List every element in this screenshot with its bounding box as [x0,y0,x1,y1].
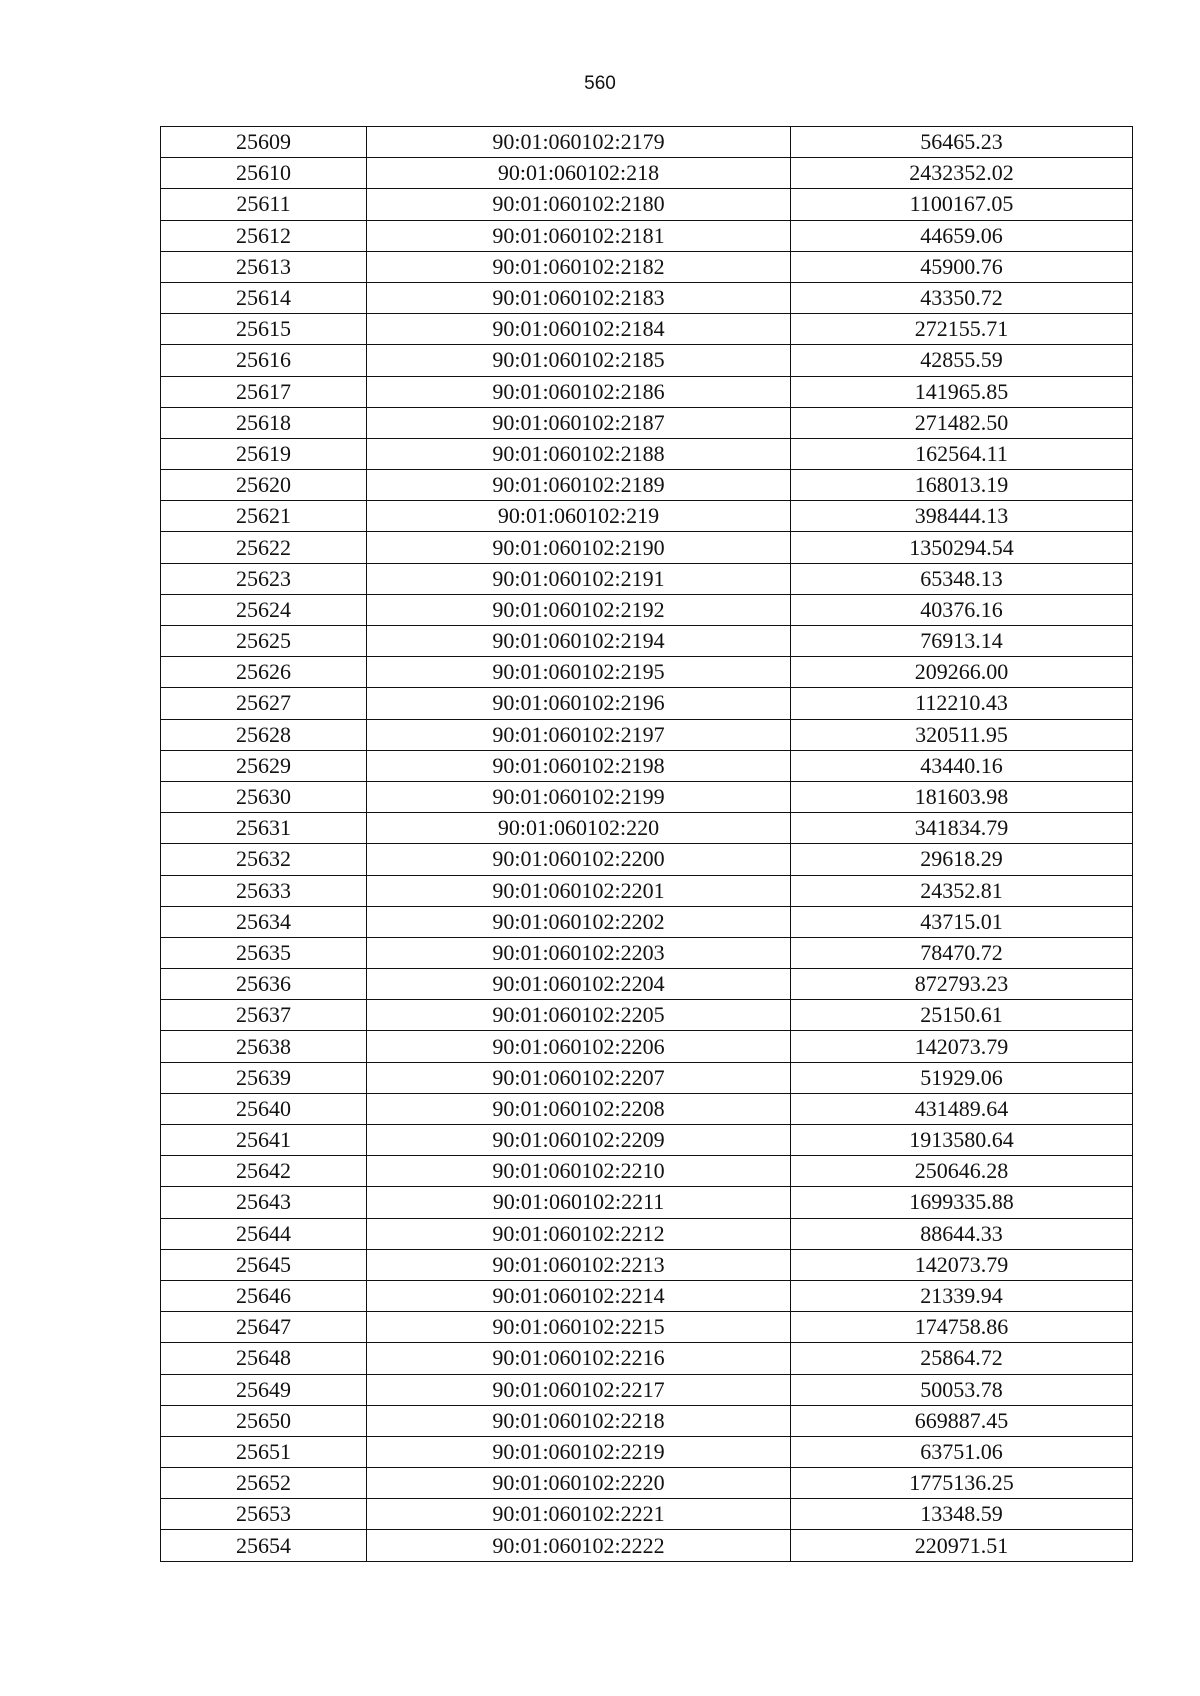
table-row [161,189,1133,220]
row-number-cell: 25641 [161,1125,367,1156]
cadastral-number-cell: 90:01:060102:2213 [367,1249,791,1280]
table-row [161,1468,1133,1499]
cadastral-number-cell: 90:01:060102:2212 [367,1218,791,1249]
row-number-cell: 25614 [161,282,367,313]
value-cell: 872793.23 [791,969,1133,1000]
row-number-cell: 25628 [161,719,367,750]
cadastral-number-cell: 90:01:060102:2215 [367,1312,791,1343]
table-row [161,282,1133,313]
row-number-cell: 25654 [161,1530,367,1561]
value-cell: 320511.95 [791,719,1133,750]
row-number-cell: 25627 [161,688,367,719]
table-row [161,1187,1133,1218]
value-cell: 44659.06 [791,220,1133,251]
value-cell: 56465.23 [791,127,1133,158]
table-row [161,719,1133,750]
row-number-cell: 25624 [161,594,367,625]
table-row [161,438,1133,469]
value-cell: 271482.50 [791,407,1133,438]
value-cell: 181603.98 [791,781,1133,812]
table-row [161,220,1133,251]
row-number-cell: 25620 [161,470,367,501]
row-number-cell: 25640 [161,1093,367,1124]
row-number-cell: 25649 [161,1374,367,1405]
row-number-cell: 25616 [161,345,367,376]
row-number-cell: 25642 [161,1156,367,1187]
cadastral-number-cell: 90:01:060102:2210 [367,1156,791,1187]
value-cell: 40376.16 [791,594,1133,625]
value-cell: 162564.11 [791,438,1133,469]
table-row [161,1249,1133,1280]
table-row [161,813,1133,844]
cadastral-number-cell: 90:01:060102:218 [367,158,791,189]
table-body [161,127,1133,1562]
cadastral-number-cell: 90:01:060102:2205 [367,1000,791,1031]
row-number-cell: 25612 [161,220,367,251]
table-row [161,1374,1133,1405]
value-cell: 25864.72 [791,1343,1133,1374]
value-cell: 174758.86 [791,1312,1133,1343]
table-row [161,1280,1133,1311]
table-row [161,626,1133,657]
value-cell: 50053.78 [791,1374,1133,1405]
cadastral-number-cell: 90:01:060102:2203 [367,937,791,968]
cadastral-number-cell: 90:01:060102:2217 [367,1374,791,1405]
table-row [161,1343,1133,1374]
cadastral-number-cell: 90:01:060102:2222 [367,1530,791,1561]
value-cell: 2432352.02 [791,158,1133,189]
value-cell: 21339.94 [791,1280,1133,1311]
cadastral-number-cell: 90:01:060102:2195 [367,657,791,688]
cadastral-number-cell: 90:01:060102:2183 [367,282,791,313]
table-row [161,158,1133,189]
cadastral-number-cell: 90:01:060102:2194 [367,626,791,657]
cadastral-number-cell: 90:01:060102:2216 [367,1343,791,1374]
value-cell: 141965.85 [791,376,1133,407]
table-row [161,501,1133,532]
row-number-cell: 25639 [161,1062,367,1093]
table-row [161,1405,1133,1436]
row-number-cell: 25647 [161,1312,367,1343]
table-row [161,688,1133,719]
row-number-cell: 25652 [161,1468,367,1499]
cadastral-number-cell: 90:01:060102:2221 [367,1499,791,1530]
row-number-cell: 25645 [161,1249,367,1280]
cadastral-number-cell: 90:01:060102:2184 [367,314,791,345]
value-cell: 168013.19 [791,470,1133,501]
row-number-cell: 25643 [161,1187,367,1218]
cadastral-number-cell: 90:01:060102:2206 [367,1031,791,1062]
row-number-cell: 25615 [161,314,367,345]
cadastral-number-cell: 90:01:060102:2218 [367,1405,791,1436]
table-row [161,906,1133,937]
cadastral-number-cell: 90:01:060102:2181 [367,220,791,251]
row-number-cell: 25610 [161,158,367,189]
table-row [161,969,1133,1000]
value-cell: 42855.59 [791,345,1133,376]
row-number-cell: 25653 [161,1499,367,1530]
cadastral-number-cell: 90:01:060102:2204 [367,969,791,1000]
value-cell: 76913.14 [791,626,1133,657]
value-cell: 63751.06 [791,1436,1133,1467]
cadastral-number-cell: 90:01:060102:2199 [367,781,791,812]
cadastral-number-cell: 90:01:060102:2190 [367,532,791,563]
value-cell: 272155.71 [791,314,1133,345]
cadastral-number-cell: 90:01:060102:2211 [367,1187,791,1218]
value-cell: 24352.81 [791,875,1133,906]
page-number: 560 [584,73,616,94]
cadastral-number-cell: 90:01:060102:2192 [367,594,791,625]
cadastral-number-cell: 90:01:060102:219 [367,501,791,532]
value-cell: 78470.72 [791,937,1133,968]
table-row [161,1218,1133,1249]
cadastral-number-cell: 90:01:060102:2219 [367,1436,791,1467]
table-row [161,532,1133,563]
value-cell: 1100167.05 [791,189,1133,220]
cadastral-number-cell: 90:01:060102:2201 [367,875,791,906]
cadastral-number-cell: 90:01:060102:2191 [367,563,791,594]
value-cell: 220971.51 [791,1530,1133,1561]
table-row [161,844,1133,875]
table-row [161,470,1133,501]
table-row [161,1125,1133,1156]
row-number-cell: 25650 [161,1405,367,1436]
value-cell: 1775136.25 [791,1468,1133,1499]
table-row [161,1031,1133,1062]
value-cell: 341834.79 [791,813,1133,844]
table-row [161,1530,1133,1561]
value-cell: 669887.45 [791,1405,1133,1436]
value-cell: 45900.76 [791,251,1133,282]
row-number-cell: 25630 [161,781,367,812]
row-number-cell: 25623 [161,563,367,594]
table-row [161,345,1133,376]
row-number-cell: 25622 [161,532,367,563]
row-number-cell: 25618 [161,407,367,438]
row-number-cell: 25631 [161,813,367,844]
value-cell: 250646.28 [791,1156,1133,1187]
table-row [161,937,1133,968]
cadastral-table [160,126,1133,1562]
row-number-cell: 25633 [161,875,367,906]
row-number-cell: 25621 [161,501,367,532]
cadastral-number-cell: 90:01:060102:2196 [367,688,791,719]
table-row [161,407,1133,438]
row-number-cell: 25611 [161,189,367,220]
cadastral-number-cell: 90:01:060102:2209 [367,1125,791,1156]
row-number-cell: 25636 [161,969,367,1000]
cadastral-number-cell: 90:01:060102:2189 [367,470,791,501]
cadastral-number-cell: 90:01:060102:2180 [367,189,791,220]
value-cell: 65348.13 [791,563,1133,594]
value-cell: 25150.61 [791,1000,1133,1031]
table-row [161,1000,1133,1031]
row-number-cell: 25651 [161,1436,367,1467]
table-row [161,781,1133,812]
table-row [161,376,1133,407]
row-number-cell: 25648 [161,1343,367,1374]
value-cell: 43440.16 [791,750,1133,781]
cadastral-number-cell: 90:01:060102:2187 [367,407,791,438]
cadastral-number-cell: 90:01:060102:2208 [367,1093,791,1124]
cadastral-number-cell: 90:01:060102:2214 [367,1280,791,1311]
row-number-cell: 25635 [161,937,367,968]
table-row [161,563,1133,594]
value-cell: 43350.72 [791,282,1133,313]
table-row [161,657,1133,688]
table-row [161,875,1133,906]
value-cell: 1699335.88 [791,1187,1133,1218]
table-row [161,594,1133,625]
cadastral-number-cell: 90:01:060102:2200 [367,844,791,875]
cadastral-number-cell: 90:01:060102:2179 [367,127,791,158]
value-cell: 51929.06 [791,1062,1133,1093]
row-number-cell: 25632 [161,844,367,875]
row-number-cell: 25634 [161,906,367,937]
value-cell: 142073.79 [791,1031,1133,1062]
value-cell: 431489.64 [791,1093,1133,1124]
table-row [161,1312,1133,1343]
table-row [161,1062,1133,1093]
cadastral-number-cell: 90:01:060102:2182 [367,251,791,282]
value-cell: 209266.00 [791,657,1133,688]
table-row [161,1156,1133,1187]
cadastral-number-cell: 90:01:060102:2185 [367,345,791,376]
table-row [161,314,1133,345]
cadastral-number-cell: 90:01:060102:220 [367,813,791,844]
row-number-cell: 25613 [161,251,367,282]
value-cell: 1913580.64 [791,1125,1133,1156]
row-number-cell: 25625 [161,626,367,657]
row-number-cell: 25609 [161,127,367,158]
table-row [161,1436,1133,1467]
table-row [161,127,1133,158]
value-cell: 1350294.54 [791,532,1133,563]
value-cell: 13348.59 [791,1499,1133,1530]
cadastral-number-cell: 90:01:060102:2197 [367,719,791,750]
cadastral-number-cell: 90:01:060102:2198 [367,750,791,781]
row-number-cell: 25637 [161,1000,367,1031]
cadastral-number-cell: 90:01:060102:2186 [367,376,791,407]
value-cell: 112210.43 [791,688,1133,719]
table-row [161,1499,1133,1530]
row-number-cell: 25644 [161,1218,367,1249]
value-cell: 398444.13 [791,501,1133,532]
row-number-cell: 25619 [161,438,367,469]
value-cell: 29618.29 [791,844,1133,875]
row-number-cell: 25629 [161,750,367,781]
row-number-cell: 25617 [161,376,367,407]
value-cell: 88644.33 [791,1218,1133,1249]
cadastral-number-cell: 90:01:060102:2220 [367,1468,791,1499]
table-row [161,750,1133,781]
table-row [161,251,1133,282]
table-row [161,1093,1133,1124]
cadastral-number-cell: 90:01:060102:2202 [367,906,791,937]
cadastral-number-cell: 90:01:060102:2188 [367,438,791,469]
row-number-cell: 25626 [161,657,367,688]
value-cell: 142073.79 [791,1249,1133,1280]
row-number-cell: 25638 [161,1031,367,1062]
cadastral-number-cell: 90:01:060102:2207 [367,1062,791,1093]
row-number-cell: 25646 [161,1280,367,1311]
value-cell: 43715.01 [791,906,1133,937]
